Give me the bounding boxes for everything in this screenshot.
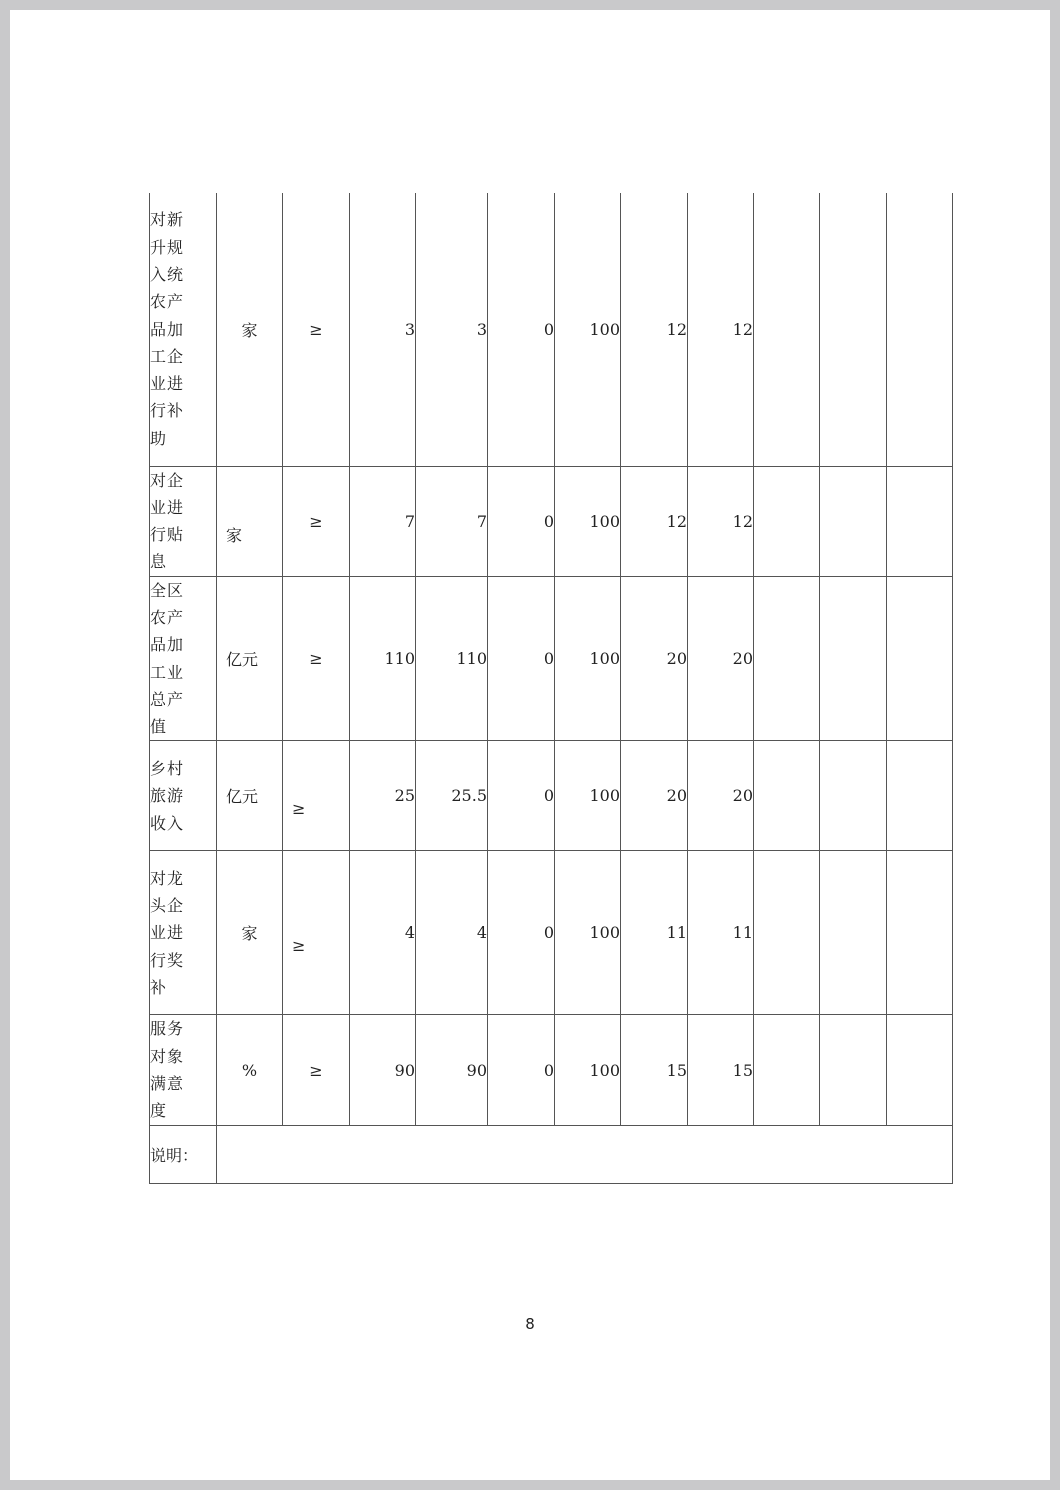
actual-score: 20 [688,576,754,741]
empty-cell [887,576,953,741]
actual-value: 7 [416,466,488,576]
empty-cell [754,1015,820,1125]
completion-rate: 100 [555,466,621,576]
operator-cell: ≥ [283,1015,350,1125]
indicator-table [149,193,953,1184]
empty-cell [820,741,887,851]
indicator-name: 对新 升规 入统 农产 品加 工企 业进 行补 助 [150,193,217,466]
target-value: 25 [350,741,416,851]
page-number: 8 [525,1315,535,1333]
actual-value: 25.5 [416,741,488,851]
unit-cell: % [217,1015,283,1125]
empty-cell [820,193,887,466]
value-cell: 0 [488,1015,555,1125]
empty-cell [887,741,953,851]
empty-cell [820,1015,887,1125]
empty-cell [887,1015,953,1125]
document-page [10,10,1050,1480]
target-value: 3 [350,193,416,466]
operator-cell: ≥ [283,576,350,741]
empty-cell [754,193,820,466]
indicator-name: 对企 业进 行贴 息 [150,466,217,576]
actual-score: 11 [688,851,754,1015]
actual-score: 15 [688,1015,754,1125]
indicator-name: 全区 农产 品加 工业 总产 值 [150,576,217,741]
weight-score: 12 [621,193,688,466]
table-row [150,1015,953,1125]
value-cell: 0 [488,576,555,741]
target-value: 7 [350,466,416,576]
value-cell: 0 [488,741,555,851]
empty-cell [754,576,820,741]
empty-cell [754,466,820,576]
operator-cell: ≥ [283,851,350,1015]
weight-score: 20 [621,741,688,851]
empty-cell [820,466,887,576]
unit-cell: 家 [217,193,283,466]
empty-cell [887,193,953,466]
empty-cell [754,851,820,1015]
unit-cell: 家 [217,851,283,1015]
operator-cell: ≥ [283,193,350,466]
empty-cell [754,741,820,851]
completion-rate: 100 [555,576,621,741]
actual-score: 12 [688,193,754,466]
operator-cell: ≥ [283,741,350,851]
actual-score: 20 [688,741,754,851]
completion-rate: 100 [555,851,621,1015]
table-row [150,741,953,851]
indicator-name: 乡村 旅游 收入 [150,741,217,851]
note-row [150,1125,953,1183]
weight-score: 12 [621,466,688,576]
target-value: 110 [350,576,416,741]
actual-value: 90 [416,1015,488,1125]
completion-rate: 100 [555,1015,621,1125]
indicator-name: 对龙 头企 业进 行奖 补 [150,851,217,1015]
weight-score: 11 [621,851,688,1015]
empty-cell [887,851,953,1015]
indicator-name: 服务 对象 满意 度 [150,1015,217,1125]
value-cell: 0 [488,466,555,576]
note-content [217,1125,953,1183]
value-cell: 0 [488,851,555,1015]
table-row [150,851,953,1015]
weight-score: 20 [621,576,688,741]
empty-cell [820,576,887,741]
unit-cell: 亿元 [217,576,283,741]
table-row [150,576,953,741]
table-row [150,193,953,466]
unit-cell: 亿元 [217,741,283,851]
actual-value: 3 [416,193,488,466]
empty-cell [887,466,953,576]
operator-cell: ≥ [283,466,350,576]
actual-value: 4 [416,851,488,1015]
target-value: 90 [350,1015,416,1125]
completion-rate: 100 [555,741,621,851]
target-value: 4 [350,851,416,1015]
unit-cell: 家 [217,466,283,576]
empty-cell [820,851,887,1015]
value-cell: 0 [488,193,555,466]
actual-value: 110 [416,576,488,741]
actual-score: 12 [688,466,754,576]
weight-score: 15 [621,1015,688,1125]
note-label: 说明： [150,1125,217,1183]
table-row [150,466,953,576]
completion-rate: 100 [555,193,621,466]
